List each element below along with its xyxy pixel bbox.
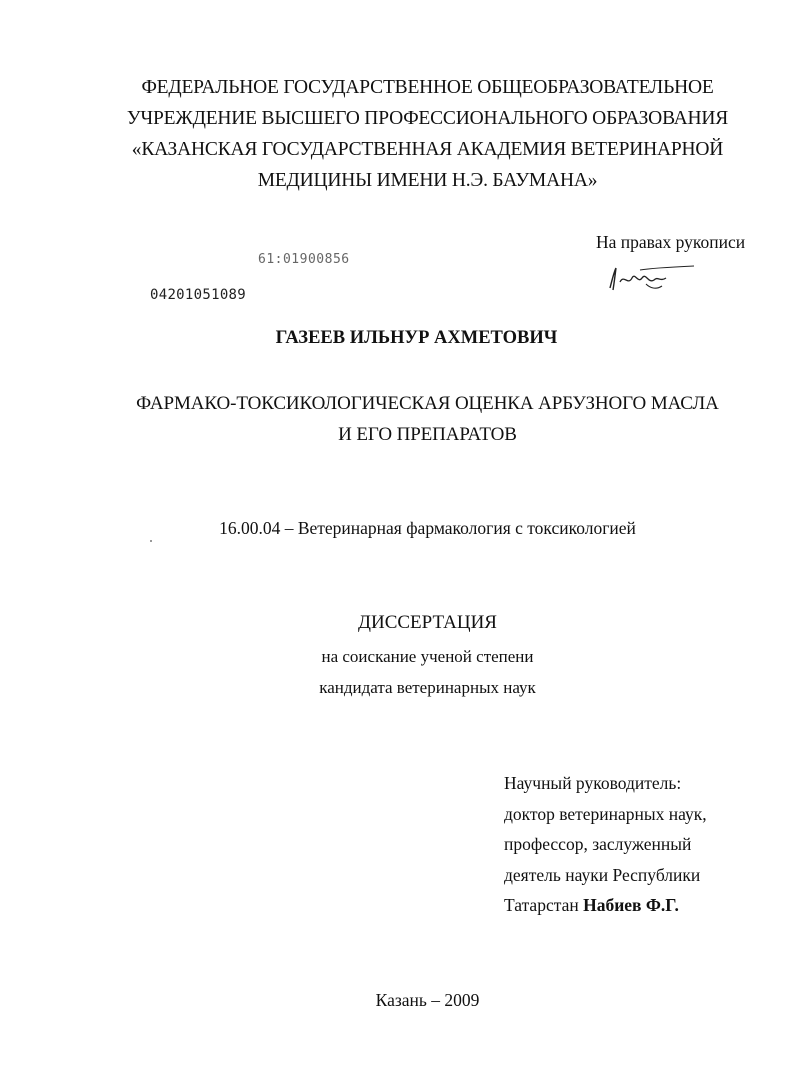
author-name: ГАЗЕЕВ ИЛЬНУР АХМЕТОВИЧ xyxy=(275,328,558,348)
supervisor-line: доктор ветеринарных наук, xyxy=(504,803,707,824)
supervisor-line: деятель науки Республики xyxy=(504,864,701,885)
specialty-code: 16.00.04 – Ветеринарная фармакология с токсикологией xyxy=(219,518,636,538)
document-type: ДИССЕРТАЦИЯ xyxy=(358,612,497,633)
manuscript-rights-label: На правах рукописи xyxy=(596,232,746,252)
scan-dot xyxy=(150,540,152,542)
supervisor-region: Татарстан xyxy=(504,895,584,915)
degree-line: кандидата ветеринарных наук xyxy=(319,678,536,697)
institution-line: «КАЗАНСКАЯ ГОСУДАРСТВЕННАЯ АКАДЕМИЯ ВЕТЕРИНАРНОЙ xyxy=(131,139,724,160)
inventory-number: 04201051089 xyxy=(150,287,247,303)
supervisor-line xyxy=(504,890,707,921)
institution-name xyxy=(60,72,795,196)
author-signature xyxy=(602,262,697,294)
degree-description xyxy=(60,641,795,703)
archive-stamp-number: 61:01900856 xyxy=(258,252,350,267)
dissertation-title xyxy=(60,388,795,450)
degree-line: на соискание ученой степени xyxy=(321,647,534,666)
supervisor-block xyxy=(504,768,707,921)
city-year: Казань – 2009 xyxy=(375,990,480,1010)
institution-line: УЧРЕЖДЕНИЕ ВЫСШЕГО ПРОФЕССИОНАЛЬНОГО ОБРАЗОВАНИЯ xyxy=(126,108,729,129)
title-line: ФАРМАКО-ТОКСИКОЛОГИЧЕСКАЯ ОЦЕНКА АРБУЗНОГО МАСЛА xyxy=(136,393,719,414)
institution-line: ФЕДЕРАЛЬНОЕ ГОСУДАРСТВЕННОЕ ОБЩЕОБРАЗОВАТЕЛЬНОЕ xyxy=(141,77,714,98)
title-line: И ЕГО ПРЕПАРАТОВ xyxy=(338,424,517,445)
supervisor-line: Научный руководитель: xyxy=(504,773,682,793)
supervisor-name: Набиев Ф.Г. xyxy=(583,895,679,915)
institution-line: МЕДИЦИНЫ ИМЕНИ Н.Э. БАУМАНА» xyxy=(257,170,598,191)
supervisor-line: профессор, заслуженный xyxy=(504,834,692,854)
